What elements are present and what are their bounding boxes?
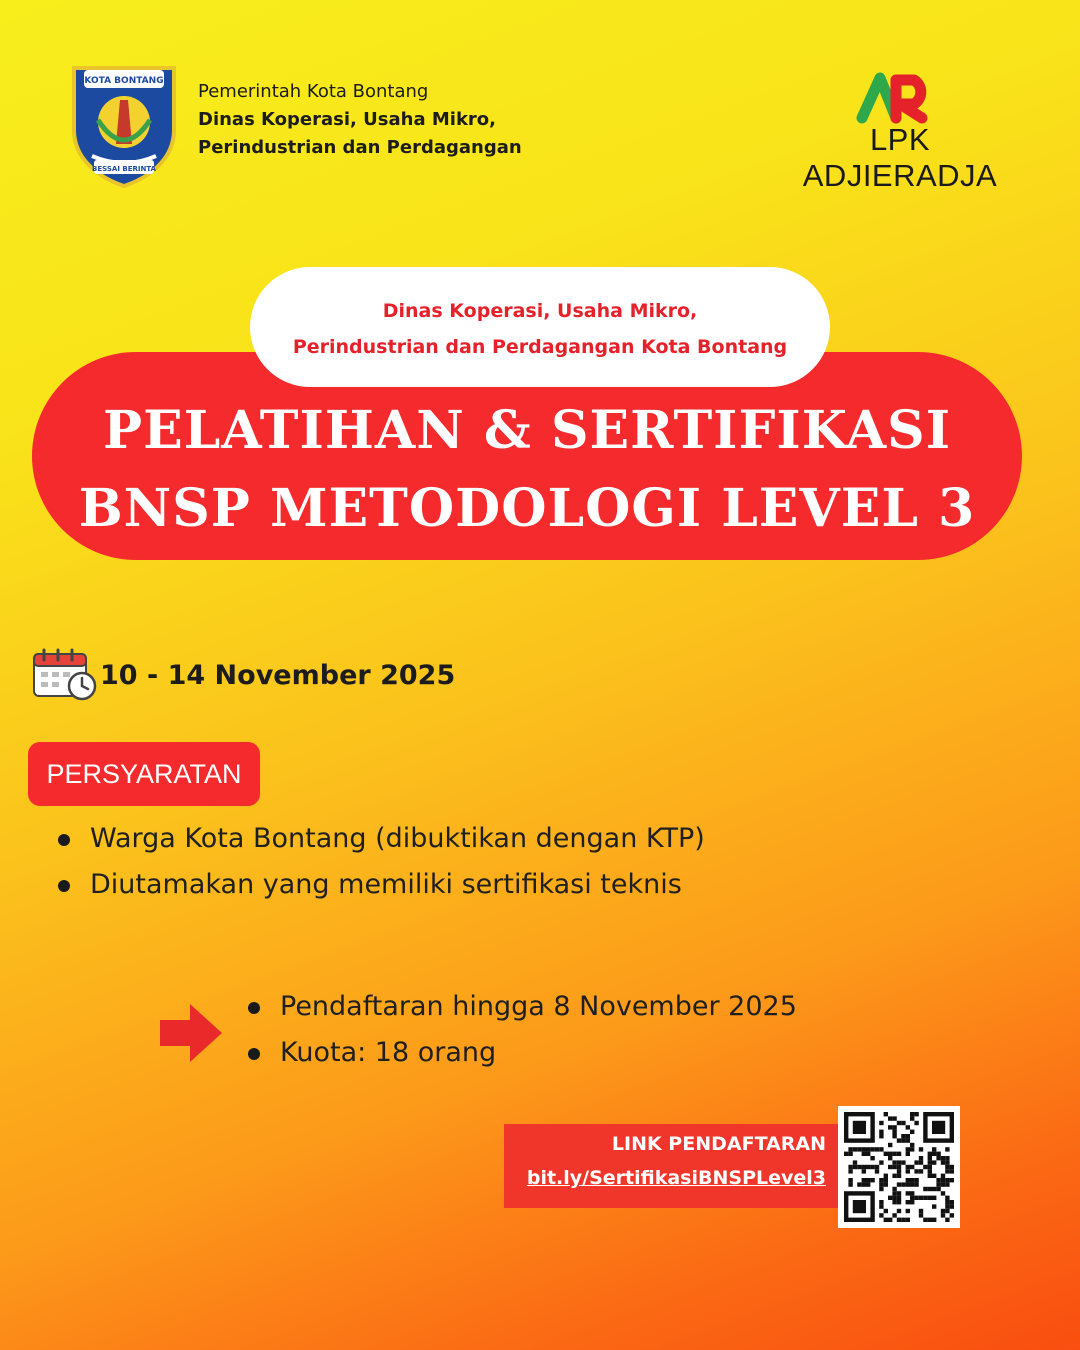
svg-text:KOTA BONTANG: KOTA BONTANG — [84, 76, 164, 86]
list-item: Pendaftaran hingga 8 November 2025 — [246, 984, 797, 1030]
header-line-2: Dinas Koperasi, Usaha Mikro, — [198, 109, 496, 130]
main-title — [32, 392, 1022, 548]
info-list — [246, 984, 797, 1076]
title-line-1: PELATIHAN & SERTIFIKASI — [102, 400, 952, 461]
registration-label: LINK PENDAFTARAN — [611, 1133, 826, 1155]
list-item: Diutamakan yang memiliki sertifikasi teknis — [56, 862, 705, 908]
requirements-list — [56, 816, 705, 908]
svg-text:BESSAI BERINTA: BESSAI BERINTA — [92, 165, 156, 173]
list-item: Kuota: 18 orang — [246, 1030, 797, 1076]
qr-code[interactable] — [838, 1106, 960, 1228]
lpk-logo-text: LPK ADJIERADJA — [802, 122, 998, 193]
header-line-3: Perindustrian dan Perdagangan — [198, 137, 522, 158]
subtitle-pill — [250, 267, 830, 387]
header-text — [198, 78, 522, 162]
header-line-1: Pemerintah Kota Bontang — [198, 81, 429, 102]
registration-link[interactable]: bit.ly/SertifikasiBNSPLevel3 — [526, 1167, 826, 1189]
event-date: 10 - 14 November 2025 — [100, 660, 456, 691]
kota-bontang-emblem — [68, 60, 180, 188]
list-item: Warga Kota Bontang (dibuktikan dengan KTP) — [56, 816, 705, 862]
requirements-badge: PERSYARATAN — [28, 742, 260, 806]
title-line-2: BNSP METODOLOGI LEVEL 3 — [78, 478, 976, 539]
calendar-clock-icon — [32, 648, 98, 702]
arrow-right-icon — [160, 1004, 222, 1062]
subtitle-line-2: Perindustrian dan Perdagangan Kota Bontang — [292, 336, 788, 358]
subtitle-line-1: Dinas Koperasi, Usaha Mikro, — [382, 300, 698, 322]
